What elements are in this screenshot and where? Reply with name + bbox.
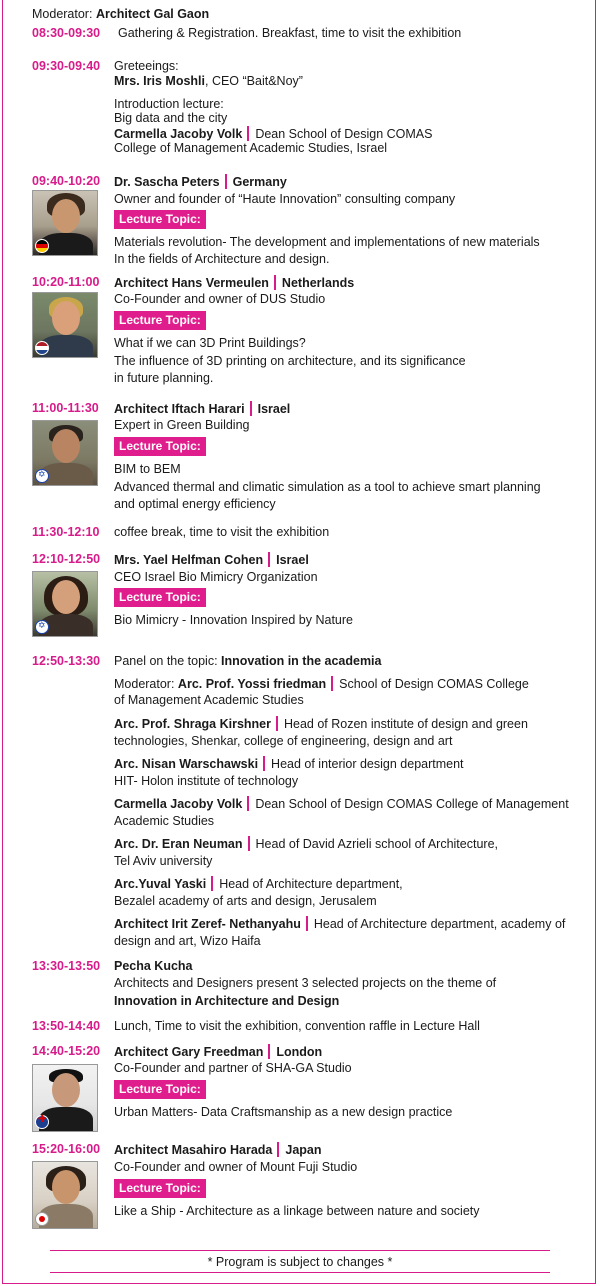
separator — [268, 552, 270, 567]
slot-time: 12:50-13:30 — [32, 654, 101, 668]
footer-rule-top — [50, 1250, 550, 1251]
separator — [277, 1142, 279, 1157]
speaker-role: Co-Founder and owner of DUS Studio — [114, 292, 326, 306]
moderator-prefix: Moderator: — [114, 677, 178, 691]
germany-flag-icon — [35, 239, 49, 253]
panelist-role: Head of Architecture department, — [219, 877, 403, 891]
lecture-topic-badge: Lecture Topic: — [114, 210, 206, 229]
speaker-line — [114, 126, 432, 141]
panelist-name: Carmella Jacoby Volk — [114, 797, 243, 811]
panelist — [114, 716, 528, 731]
speaker-line — [114, 552, 309, 567]
topic-line: In the fields of Architecture and design. — [114, 252, 330, 266]
panelist-role-2: Bezalel academy of arts and design, Jerusalem — [114, 894, 377, 908]
greeter-line — [114, 74, 303, 88]
panelist — [114, 876, 403, 891]
separator — [225, 174, 227, 189]
speaker-photo — [32, 420, 98, 486]
speaker-photo — [32, 190, 98, 256]
panelist-name: Arc. Dr. Eran Neuman — [114, 837, 243, 851]
separator — [247, 126, 249, 141]
speaker-role: Co-Founder and partner of SHA-GA Studio — [114, 1061, 352, 1075]
speaker-line — [114, 401, 290, 416]
moderator-name: Arc. Prof. Yossi friedman — [177, 677, 327, 691]
separator — [306, 916, 308, 931]
speaker-name: Architect Hans Vermeulen — [114, 276, 269, 290]
slot-time: 13:50-14:40 — [32, 1019, 101, 1033]
slot-time: 09:40-10:20 — [32, 174, 101, 188]
speaker-photo — [32, 571, 98, 637]
slot-time: 09:30-09:40 — [32, 59, 101, 73]
separator — [268, 1044, 270, 1059]
panelist-role-2: technologies, Shenkar, college of engineering, design and art — [114, 734, 453, 748]
separator — [250, 401, 252, 416]
topic-line: The influence of 3D printing on architecture, and its significance — [114, 354, 466, 368]
topic-line: Advanced thermal and climatic simulation as a tool to achieve smart planning — [114, 480, 541, 494]
moderator-name: Architect Gal Gaon — [95, 7, 210, 21]
speaker-role: Co-Founder and owner of Mount Fuji Studio — [114, 1160, 358, 1174]
panelist — [114, 916, 565, 931]
panel-line — [114, 654, 381, 668]
topic-line: and optimal energy efficiency — [114, 497, 276, 511]
panelist-role: Head of Rozen institute of design and green — [284, 717, 528, 731]
slot-time: 15:20-16:00 — [32, 1142, 101, 1156]
speaker-name: Dr. Sascha Peters — [114, 175, 220, 189]
panelist-role-2: Tel Aviv university — [114, 854, 213, 868]
speaker-role-2: College of Management Academic Studies, Israel — [114, 141, 388, 155]
separator — [274, 275, 276, 290]
speaker-photo — [32, 292, 98, 358]
session-title: Pecha Kucha — [114, 959, 193, 973]
slot-time: 11:00-11:30 — [32, 401, 99, 415]
moderator-role-2: of Management Academic Studies — [114, 693, 304, 707]
speaker-photo — [32, 1064, 98, 1132]
japan-flag-icon — [35, 1212, 49, 1226]
greeter-role: , CEO “Bait&Noy” — [205, 74, 303, 88]
slot-time: 11:30-12:10 — [32, 525, 100, 539]
lecture-topic-badge: Lecture Topic: — [114, 588, 206, 607]
session-theme: Innovation in Architecture and Design — [114, 994, 340, 1008]
speaker-name: Architect Iftach Harari — [114, 402, 245, 416]
speaker-name: Architect Masahiro Harada — [114, 1143, 273, 1157]
separator — [331, 676, 333, 691]
netherlands-flag-icon — [35, 341, 49, 355]
speaker-country: Japan — [285, 1143, 322, 1157]
speaker-line — [114, 1142, 322, 1157]
panelist-role-2: Academic Studies — [114, 814, 215, 828]
speaker-country: Israel — [276, 553, 309, 567]
speaker-country: Israel — [257, 402, 291, 416]
footer-rule-bottom — [50, 1272, 550, 1273]
moderator-line — [32, 7, 209, 21]
speaker-name: Mrs. Yael Helfman Cohen — [114, 553, 264, 567]
panelist-name: Arc. Prof. Shraga Kirshner — [114, 717, 271, 731]
moderator-role: School of Design COMAS College — [339, 677, 529, 691]
speaker-name: Carmella Jacoby Volk — [114, 127, 243, 141]
panelist-role-2: design and art, Wizo Haifa — [114, 934, 261, 948]
greetings-label: Greteeings: — [114, 59, 179, 73]
slot-text: Lunch, Time to visit the exhibition, convention raffle in Lecture Hall — [114, 1019, 480, 1033]
intro-title: Big data and the city — [114, 111, 228, 125]
footer-note: * Program is subject to changes * — [207, 1255, 393, 1269]
slot-time: 12:10-12:50 — [32, 552, 101, 566]
separator — [211, 876, 213, 891]
lecture-topic-badge: Lecture Topic: — [114, 1080, 206, 1099]
panelist-role: Head of interior design department — [271, 757, 464, 771]
speaker-line — [114, 174, 287, 189]
separator — [276, 716, 278, 731]
speaker-line — [114, 1044, 322, 1059]
topic-line: in future planning. — [114, 371, 214, 385]
greeter-name: Mrs. Iris Moshli — [114, 74, 205, 88]
panelist-role: Head of Architecture department, academy of — [313, 917, 566, 931]
slot-time: 14:40-15:20 — [32, 1044, 101, 1058]
panelist-role-2: HIT- Holon institute of technology — [114, 774, 299, 788]
panelist — [114, 756, 464, 771]
lecture-topic-badge: Lecture Topic: — [114, 311, 206, 330]
slot-time: 13:30-13:50 — [32, 959, 101, 973]
speaker-country: Germany — [232, 175, 287, 189]
speaker-role: Dean School of Design COMAS — [255, 127, 433, 141]
speaker-name: Architect Gary Freedman — [114, 1045, 264, 1059]
lecture-topic-badge: Lecture Topic: — [114, 1179, 206, 1198]
panelist — [114, 836, 498, 851]
panelist-name: Arc.Yuval Yaski — [114, 877, 207, 891]
uk-flag-icon — [35, 1115, 49, 1129]
panelist-name: Arc. Nisan Warschawski — [114, 757, 259, 771]
panelist — [114, 796, 569, 811]
speaker-role: Owner and founder of “Haute Innovation” consulting company — [114, 192, 456, 206]
israel-flag-icon — [35, 620, 49, 634]
topic-line: Like a Ship - Architecture as a linkage between nature and society — [114, 1204, 480, 1218]
topic-line: Materials revolution- The development and implementations of new materials — [114, 235, 540, 249]
separator — [263, 756, 265, 771]
slot-text: coffee break, time to visit the exhibition — [114, 525, 330, 539]
slot-time: 08:30-09:30 — [32, 26, 101, 40]
session-line: Architects and Designers present 3 selected projects on the theme of — [114, 976, 497, 990]
panel-topic: Innovation in the academia — [221, 654, 382, 668]
topic-line: Bio Mimicry - Innovation Inspired by Nature — [114, 613, 353, 627]
panelist-role: Dean School of Design COMAS College of Management — [255, 797, 569, 811]
separator — [247, 796, 249, 811]
topic-line: BIM to BEM — [114, 462, 181, 476]
panelist-name: Architect Irit Zeref- Nethanyahu — [114, 917, 301, 931]
panel-prefix: Panel on the topic: — [114, 654, 222, 668]
moderator-prefix: Moderator: — [32, 7, 93, 21]
topic-line: Urban Matters- Data Craftsmanship as a new design practice — [114, 1105, 453, 1119]
speaker-country: Netherlands — [281, 276, 355, 290]
topic-line: What if we can 3D Print Buildings? — [114, 336, 306, 350]
slot-text: Gathering & Registration. Breakfast, time to visit the exhibition — [118, 26, 462, 40]
speaker-photo — [32, 1161, 98, 1229]
speaker-role: CEO Israel Bio Mimicry Organization — [114, 570, 318, 584]
speaker-role: Expert in Green Building — [114, 418, 250, 432]
lecture-topic-badge: Lecture Topic: — [114, 437, 206, 456]
israel-flag-icon — [35, 469, 49, 483]
intro-label: Introduction lecture: — [114, 97, 224, 111]
slot-time: 10:20-11:00 — [32, 275, 100, 289]
panel-moderator — [114, 676, 529, 691]
separator — [248, 836, 250, 851]
speaker-country: London — [276, 1045, 323, 1059]
panelist-role: Head of David Azrieli school of Architecture, — [255, 837, 498, 851]
speaker-line — [114, 275, 354, 290]
